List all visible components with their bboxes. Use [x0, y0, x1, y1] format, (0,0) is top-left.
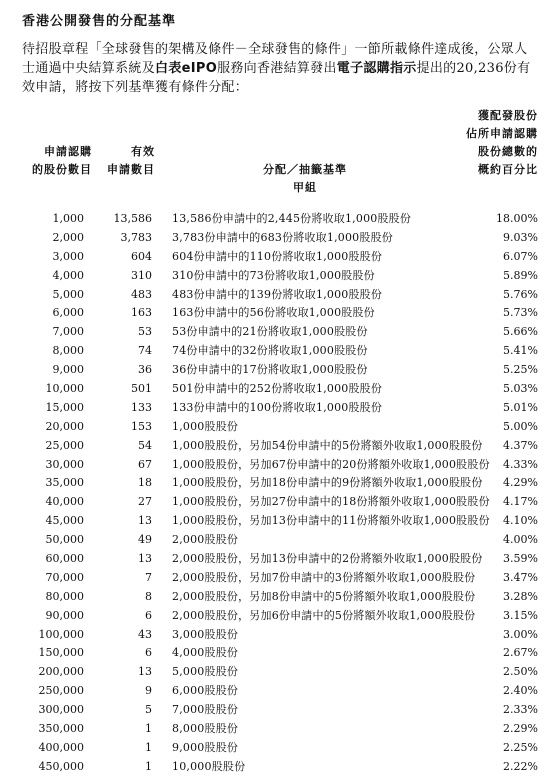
- table-row: [0, 739, 554, 758]
- basis-cell: 1,000股股份: [172, 419, 239, 433]
- basis-cell: 3,000股股份: [172, 627, 239, 641]
- basis-cell: 53份申請中的21份將收取1,000股股份: [172, 325, 368, 339]
- applications-cell: 9: [145, 684, 152, 698]
- table-row: [0, 663, 554, 682]
- percentage-cell: 5.66%: [503, 325, 538, 339]
- shares-cell: 40,000: [45, 495, 84, 509]
- header-approx-percentage: [462, 107, 538, 179]
- table-row: [0, 267, 554, 286]
- percentage-cell: 2.33%: [503, 703, 538, 717]
- table-row: [0, 342, 554, 361]
- table-row: [0, 210, 554, 229]
- percentage-cell: 2.29%: [503, 722, 538, 736]
- applications-cell: 43: [138, 627, 152, 641]
- header-line: 股份總數的: [478, 145, 538, 158]
- percentage-cell: 5.89%: [503, 268, 538, 282]
- applications-cell: 133: [131, 400, 152, 414]
- applications-cell: 27: [138, 495, 152, 509]
- header-line: 概約百分比: [478, 163, 538, 176]
- basis-cell: 1,000股股份，另加54份申請中的5份將額外收取1,000股股份: [172, 438, 483, 452]
- basis-cell: 10,000股股份: [172, 759, 246, 773]
- percentage-cell: 2.25%: [503, 740, 538, 754]
- percentage-cell: 3.28%: [503, 589, 538, 603]
- shares-cell: 60,000: [45, 552, 84, 566]
- shares-cell: 450,000: [38, 759, 84, 773]
- percentage-cell: 5.41%: [503, 344, 538, 358]
- shares-cell: 7,000: [52, 325, 84, 339]
- applications-cell: 3,783: [120, 230, 152, 244]
- shares-cell: 50,000: [45, 533, 84, 547]
- basis-cell: 9,000股股份: [172, 740, 239, 754]
- percentage-cell: 4.17%: [503, 495, 538, 509]
- percentage-cell: 3.00%: [503, 627, 538, 641]
- applications-cell: 74: [138, 344, 152, 358]
- intro-text-1: 待招股章程「全球發售的架構及條件－全球發售的條件」一節所載條件達成後，公眾人士通過中央結算系統及: [22, 42, 528, 76]
- percentage-cell: 3.47%: [503, 570, 538, 584]
- intro-bold-white-form: 白表eIPO: [155, 61, 218, 76]
- table-row: [0, 248, 554, 267]
- percentage-cell: 2.40%: [503, 684, 538, 698]
- header-line: 獲配發股份: [478, 109, 538, 122]
- shares-cell: 15,000: [45, 400, 84, 414]
- table-row: [0, 380, 554, 399]
- table-row: [0, 437, 554, 456]
- shares-cell: 100,000: [38, 627, 84, 641]
- header-valid-applications: [95, 143, 155, 179]
- table-row: [0, 588, 554, 607]
- intro-bold-electronic-instructions: 電子認購指示: [336, 61, 417, 76]
- applications-cell: 7: [145, 570, 152, 584]
- shares-cell: 250,000: [38, 684, 84, 698]
- basis-cell: 133份申請中的100份將收取1,000股股份: [172, 400, 383, 414]
- table-row: [0, 550, 554, 569]
- shares-cell: 2,000: [52, 230, 84, 244]
- basis-cell: 4,000股股份: [172, 646, 239, 660]
- percentage-cell: 4.37%: [503, 438, 538, 452]
- table-row: [0, 474, 554, 493]
- applications-cell: 483: [131, 287, 152, 301]
- basis-cell: 1,000股股份，另加67份申請中的20份將額外收取1,000股股份: [172, 457, 490, 471]
- shares-cell: 400,000: [38, 740, 84, 754]
- basis-cell: 1,000股股份，另加27份申請中的18份將額外收取1,000股股份: [172, 495, 490, 509]
- percentage-cell: 4.00%: [503, 533, 538, 547]
- percentage-cell: 3.59%: [503, 552, 538, 566]
- allocation-table: [0, 210, 554, 777]
- table-row: [0, 361, 554, 380]
- shares-cell: 90,000: [45, 608, 84, 622]
- percentage-cell: 18.00%: [496, 212, 538, 225]
- shares-cell: 20,000: [45, 419, 84, 433]
- table-row: [0, 493, 554, 512]
- shares-cell: 1,000: [52, 212, 84, 225]
- applications-cell: 8: [145, 589, 152, 603]
- applications-cell: 6: [145, 608, 152, 622]
- applications-cell: 1: [145, 740, 152, 754]
- basis-cell: 2,000股股份，另加7份申請中的3份將額外收取1,000股股份: [172, 570, 476, 584]
- basis-cell: 7,000股股份: [172, 703, 239, 717]
- shares-cell: 350,000: [38, 722, 84, 736]
- percentage-cell: 2.22%: [503, 759, 538, 773]
- shares-cell: 300,000: [38, 703, 84, 717]
- shares-cell: 80,000: [45, 589, 84, 603]
- table-row: [0, 399, 554, 418]
- table-row: [0, 758, 554, 777]
- table-row: [0, 644, 554, 663]
- shares-cell: 10,000: [45, 382, 84, 396]
- percentage-cell: 5.76%: [503, 287, 538, 301]
- applications-cell: 13,586: [113, 212, 152, 225]
- intro-text-3: 提出的20,236份有效申請，將按下列基準獲有條件分配：: [22, 61, 531, 95]
- applications-cell: 36: [138, 363, 152, 377]
- percentage-cell: 4.33%: [503, 457, 538, 471]
- shares-cell: 25,000: [45, 438, 84, 452]
- intro-paragraph: [22, 40, 537, 97]
- basis-cell: 310份申請中的73份將收取1,000股股份: [172, 268, 375, 282]
- percentage-cell: 5.03%: [503, 382, 538, 396]
- applications-cell: 5: [145, 703, 152, 717]
- shares-cell: 3,000: [52, 249, 84, 263]
- applications-cell: 6: [145, 646, 152, 660]
- section-title: 香港公開發售的分配基準: [22, 14, 177, 29]
- header-line: 申請數目: [107, 163, 155, 176]
- basis-cell: 2,000股股份: [172, 533, 239, 547]
- table-row: [0, 286, 554, 305]
- table-row: [0, 682, 554, 701]
- applications-cell: 604: [131, 249, 152, 263]
- percentage-cell: 5.25%: [503, 363, 538, 377]
- applications-cell: 49: [138, 533, 152, 547]
- applications-cell: 67: [138, 457, 152, 471]
- intro-text-2: 服務向香港結算發出: [217, 61, 337, 76]
- table-row: [0, 323, 554, 342]
- applications-cell: 13: [138, 552, 152, 566]
- basis-cell: 604份申請中的110份將收取1,000股股份: [172, 249, 383, 263]
- percentage-cell: 4.29%: [503, 476, 538, 490]
- table-row: [0, 229, 554, 248]
- table-row: [0, 569, 554, 588]
- basis-cell: 74份申請中的32份將收取1,000股股份: [172, 344, 368, 358]
- shares-cell: 9,000: [52, 363, 84, 377]
- shares-cell: 45,000: [45, 514, 84, 528]
- basis-cell: 501份申請中的252份將收取1,000股股份: [172, 382, 383, 396]
- header-line: 的股份數目: [32, 163, 92, 176]
- shares-cell: 4,000: [52, 268, 84, 282]
- applications-cell: 163: [131, 306, 152, 320]
- applications-cell: 54: [138, 438, 152, 452]
- basis-cell: 8,000股股份: [172, 722, 239, 736]
- basis-cell: 2,000股股份，另加13份申請中的2份將額外收取1,000股股份: [172, 552, 483, 566]
- percentage-cell: 5.73%: [503, 306, 538, 320]
- applications-cell: 310: [131, 268, 152, 282]
- basis-cell: 2,000股股份，另加8份申請中的5份將額外收取1,000股股份: [172, 589, 476, 603]
- header-shares-applied: [22, 143, 92, 179]
- header-line: 分配／抽籤基準: [263, 163, 347, 176]
- shares-cell: 30,000: [45, 457, 84, 471]
- header-line: 佔所申請認購: [466, 127, 538, 140]
- applications-cell: 1: [145, 722, 152, 736]
- applications-cell: 153: [131, 419, 152, 433]
- basis-cell: 3,783份申請中的683份將收取1,000股股份: [172, 230, 393, 244]
- percentage-cell: 9.03%: [503, 230, 538, 244]
- header-line: 有效: [131, 145, 155, 158]
- table-row: [0, 720, 554, 739]
- percentage-cell: 2.50%: [503, 665, 538, 679]
- basis-cell: 2,000股股份，另加6份申請中的5份將額外收取1,000股股份: [172, 608, 476, 622]
- header-line: 甲組: [293, 181, 317, 194]
- basis-cell: 1,000股股份，另加13份申請中的11份將額外收取1,000股股份: [172, 514, 490, 528]
- applications-cell: 53: [138, 325, 152, 339]
- applications-cell: 501: [131, 382, 152, 396]
- percentage-cell: 4.10%: [503, 514, 538, 528]
- basis-cell: 163份申請中的56份將收取1,000股股份: [172, 306, 375, 320]
- shares-cell: 35,000: [45, 476, 84, 490]
- basis-cell: 6,000股股份: [172, 684, 239, 698]
- percentage-cell: 3.15%: [503, 608, 538, 622]
- shares-cell: 5,000: [52, 287, 84, 301]
- percentage-cell: 6.07%: [503, 249, 538, 263]
- basis-cell: 1,000股股份，另加18份申請中的9份將額外收取1,000股股份: [172, 476, 483, 490]
- shares-cell: 200,000: [38, 665, 84, 679]
- percentage-cell: 5.00%: [503, 419, 538, 433]
- table-row: [0, 626, 554, 645]
- shares-cell: 8,000: [52, 344, 84, 358]
- table-row: [0, 418, 554, 437]
- table-row: [0, 701, 554, 720]
- table-row: [0, 304, 554, 323]
- table-row: [0, 456, 554, 475]
- applications-cell: 13: [138, 514, 152, 528]
- basis-cell: 483份申請中的139份將收取1,000股股份: [172, 287, 383, 301]
- basis-cell: 5,000股股份: [172, 665, 239, 679]
- header-allocation-basis: [250, 161, 360, 197]
- basis-cell: 36份申請中的17份將收取1,000股股份: [172, 363, 368, 377]
- percentage-cell: 5.01%: [503, 400, 538, 414]
- shares-cell: 70,000: [45, 570, 84, 584]
- percentage-cell: 2.67%: [503, 646, 538, 660]
- table-row: [0, 531, 554, 550]
- table-row: [0, 512, 554, 531]
- applications-cell: 1: [145, 759, 152, 773]
- applications-cell: 18: [138, 476, 152, 490]
- applications-cell: 13: [138, 665, 152, 679]
- shares-cell: 150,000: [38, 646, 84, 660]
- shares-cell: 6,000: [52, 306, 84, 320]
- header-line: 申請認購: [44, 145, 92, 158]
- basis-cell: 13,586份申請中的2,445份將收取1,000股股份: [172, 212, 412, 225]
- table-row: [0, 607, 554, 626]
